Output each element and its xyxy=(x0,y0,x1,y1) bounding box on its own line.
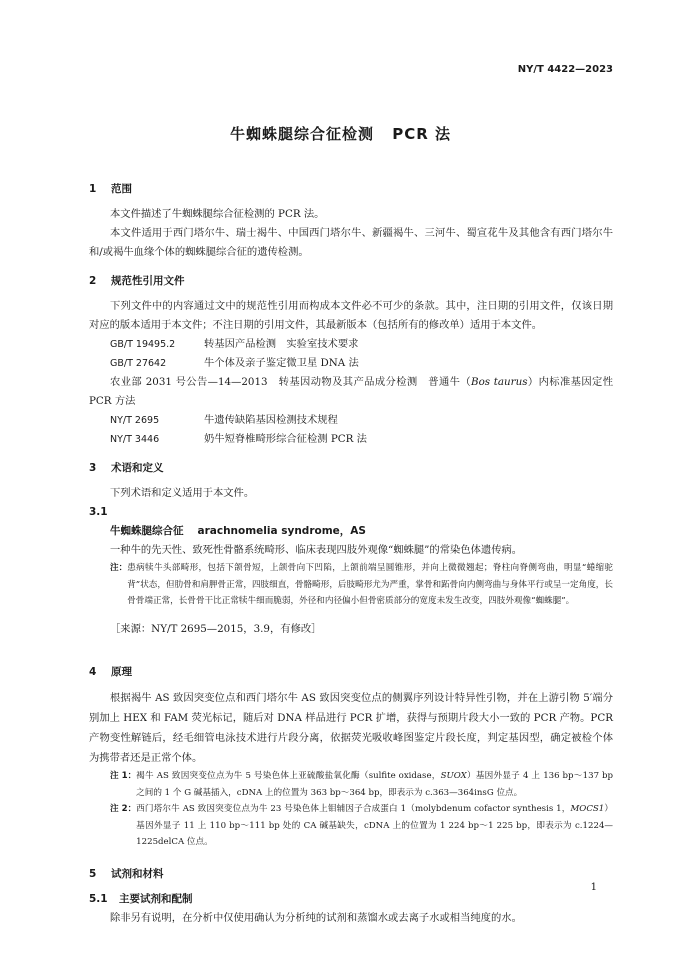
section-number: 1 xyxy=(89,183,97,195)
document-title xyxy=(0,123,681,144)
term-source: ［来源：NY/T 2695—2015，3.9，有修改］ xyxy=(110,622,322,635)
term-english: arachnomelia syndrome，AS xyxy=(197,525,366,537)
section-title: 试剂和材料 xyxy=(111,867,164,880)
paragraph: 本文件适用于西门塔尔牛、瑞士褐牛、中国西门塔尔牛、新疆褐牛、三河牛、蜀宣花牛及其他含有西门塔尔牛和/或褐牛血缘个体的蜘蛛腿综合征的遗传检测。 xyxy=(89,227,613,258)
term-definition: 一种牛的先天性、致死性骨骼系统畸形、临床表现四肢外观像“蜘蛛腿”的常染色体遗传病。 xyxy=(110,544,523,556)
page-number: 1 xyxy=(590,882,597,893)
paragraph: 下列术语和定义适用于本文件。 xyxy=(110,487,255,499)
term-note: 注： 患病犊牛头部畸形，包括下颌骨短，上颌骨向下凹陷，上颌前端呈圆锥形，并向上微微翘起；脊柱向脊侧弯曲，明显“蜷缩驼背”状态，但肋骨和肩胛骨正常，四肢细直，骨骼畸形，后肢畸形尤为严重，掌骨和跖骨向内侧弯曲与身体平行或呈一定角度，长骨骨端正常，长骨骨干比正常犊牛细而脆弱，外径和内径偏小但骨密质部分的宽度未发生改变，四肢外观像“蜘蛛腿”。 xyxy=(110,563,613,606)
section-2-heading xyxy=(89,272,613,291)
section-title: 范围 xyxy=(111,183,132,195)
principle-note-2: 注 2： 西门塔尔牛 AS 致因突变位点为牛 23 号染色体上钼辅因子合成蛋白 1（molybdenum cofactor synthesis 1，MOCS1）基因外显子 11 上 110 bp～111 bp 处的 CA 碱基缺失，cDNA 上的位置为 1 224 bp～1 225 bp，即表示为 c.1224—1225delCA 位点。 xyxy=(110,804,613,848)
section-number: 3 xyxy=(89,462,97,474)
reference-item: NY/T 2695 牛遗传缺陷基因检测技术规程 xyxy=(110,414,338,426)
section-title: 规范性引用文件 xyxy=(111,275,185,287)
subsection-3-1-number: 3.1 xyxy=(89,506,108,518)
subsection-5-1-heading: 5.1 主要试剂和配制 xyxy=(89,892,193,905)
reference-item: GB/T 19495.2 转基因产品检测 实验室技术要求 xyxy=(110,338,359,350)
section-number: 2 xyxy=(89,275,97,287)
paragraph: 下列文件中的内容通过文中的规范性引用而构成本文件必不可少的条款。其中，注日期的引用文件，仅该日期对应的版本适用于本文件；不注日期的引用文件，其最新版本（包括所有的修改单）适用于本文件。 xyxy=(89,300,613,331)
paragraph: 本文件描述了牛蜘蛛腿综合征检测的 PCR 法。 xyxy=(110,208,325,220)
reference-item: GB/T 27642 牛个体及亲子鉴定微卫星 DNA 法 xyxy=(110,357,359,369)
standard-code: NY/T 4422—2023 xyxy=(517,64,613,75)
paragraph: 除非另有说明，在分析中仅使用确认为分析纯的试剂和蒸馏水或去离子水或相当纯度的水。 xyxy=(110,911,522,924)
section-title: 术语和定义 xyxy=(111,462,164,474)
section-4-heading xyxy=(89,663,613,682)
paragraph: 根据褐牛 AS 致因突变位点和西门塔尔牛 AS 致因突变位点的侧翼序列设计特异性引物，并在上游引物 5′端分别加上 HEX 和 FAM 荧光标记，随后对 DNA 样品进行 PCR 扩增，获得与预期片段大小一致的 PCR 产物。PCR 产物变性解链后，经毛细管电泳技术进行片段分离，依据荧光吸收峰图鉴定片段长度，判定基因型，确定被检个体为携带者还是正常个体。 xyxy=(89,692,613,765)
section-3-heading xyxy=(89,459,613,478)
term-entry xyxy=(89,522,613,541)
reference-item: NY/T 3446 奶牛短脊椎畸形综合征检测 PCR 法 xyxy=(110,433,367,445)
term-chinese: 牛蜘蛛腿综合征 xyxy=(110,525,184,537)
section-title: 原理 xyxy=(111,666,132,679)
section-number: 5 xyxy=(89,867,97,880)
title-main: 牛蜘蛛腿综合征检测 xyxy=(229,125,374,143)
document-body xyxy=(89,176,613,928)
principle-note-1: 注 1： 褐牛 AS 致因突变位点为牛 5 号染色体上亚硫酸盐氧化酶（sulfite oxidase，SUOX）基因外显子 4 上 136 bp～137 bp 之间的 1 个 G 碱基插入，cDNA 上的位置为 363 bp～364 bp，即表示为 c.363—364insG 位点。 xyxy=(110,771,614,798)
reference-item: 农业部 2031 号公告—14—2013 转基因动物及其产品成分检测 普通牛（Bos taurus）内标准基因定性 PCR 方法 xyxy=(89,376,614,407)
section-5-heading xyxy=(89,865,613,884)
section-1-heading xyxy=(89,180,613,199)
section-number: 4 xyxy=(89,666,97,679)
title-method: PCR 法 xyxy=(392,125,452,143)
